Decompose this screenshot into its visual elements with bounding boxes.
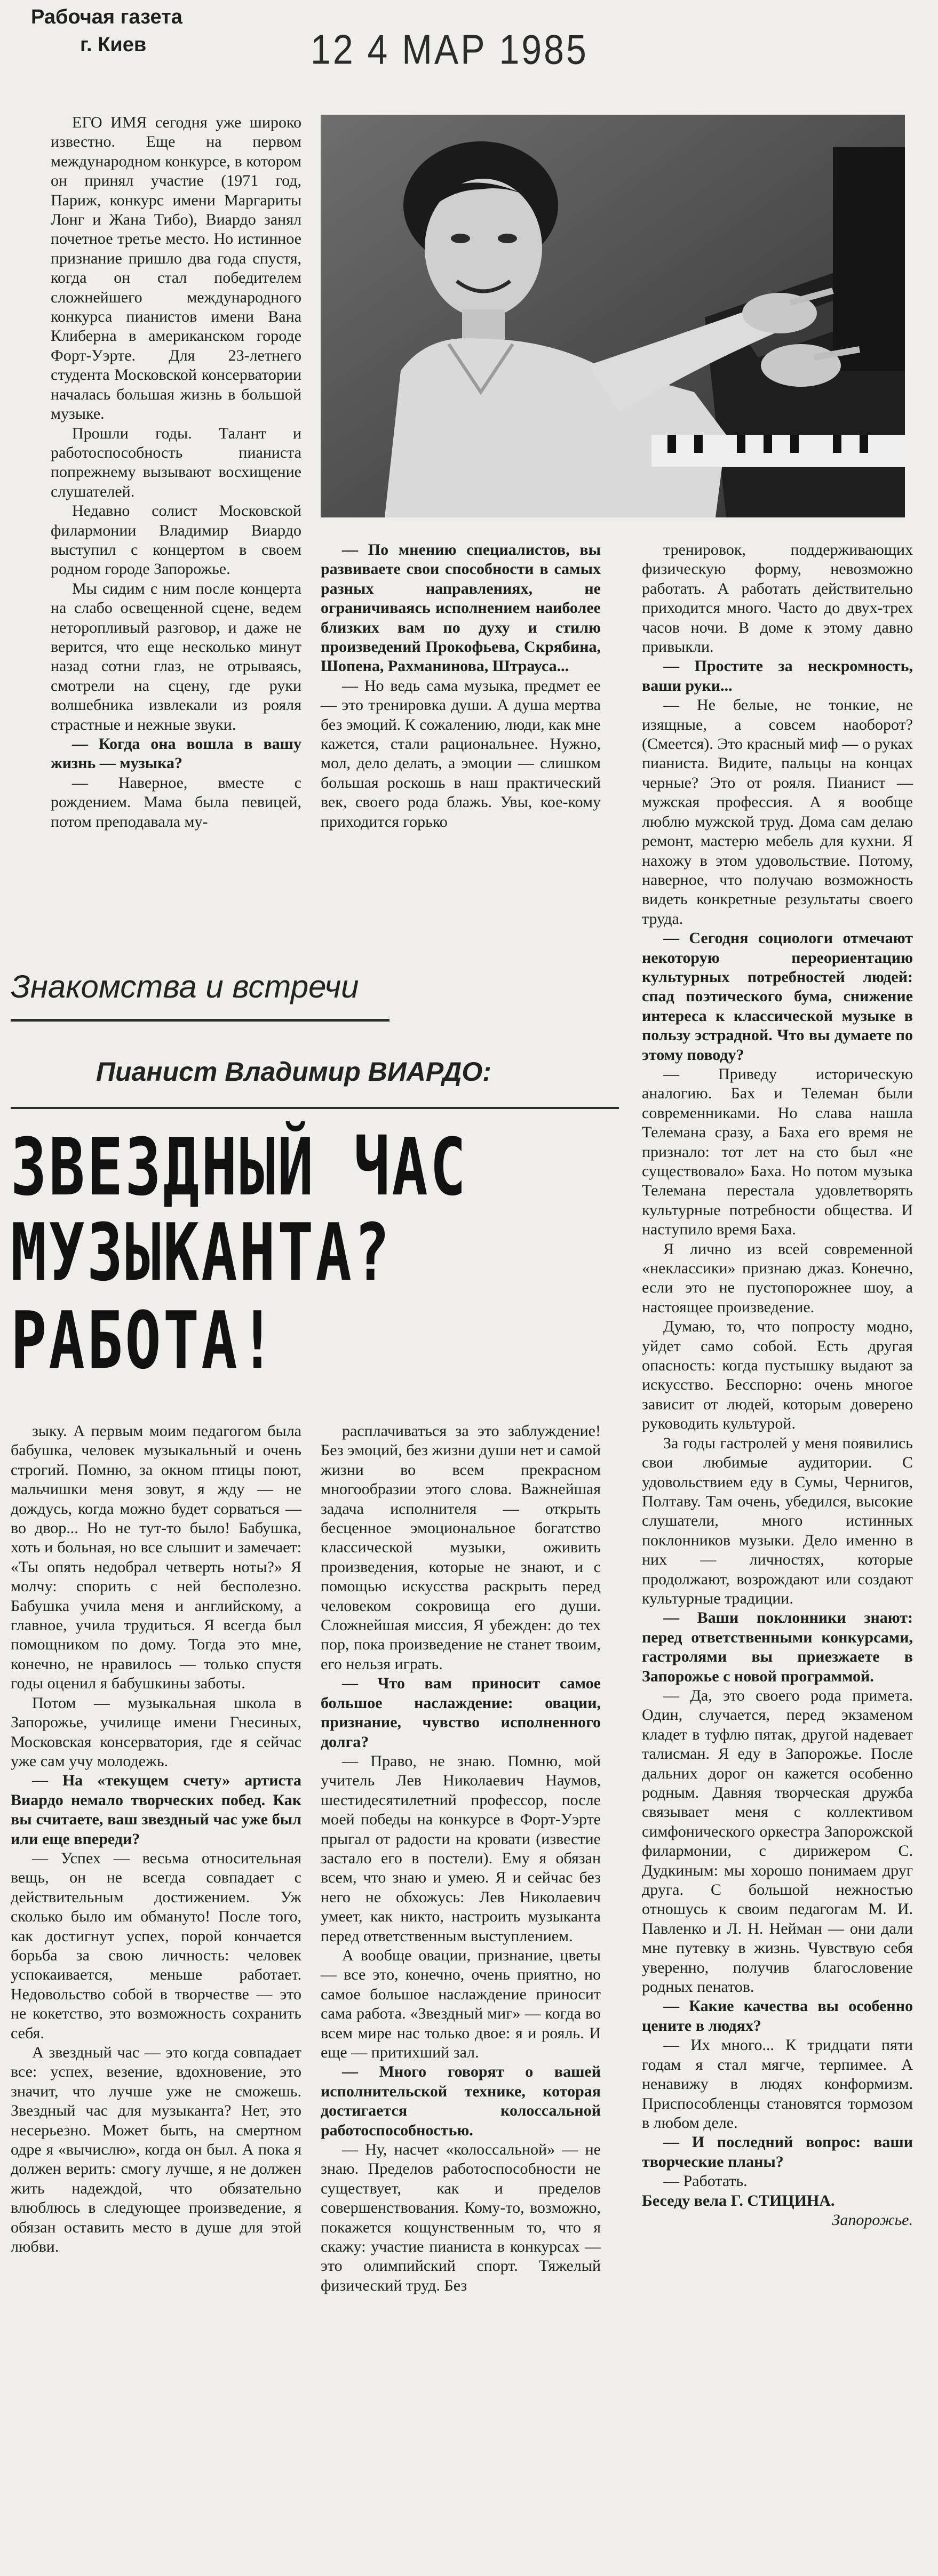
right-column xyxy=(642,540,913,2230)
paragraph: — Но ведь сама музыка, предмет ее — это тренировка души. А душа мертва без эмоций. К сожалению, люди, как мне кажется, стали рациональнее. Нужно, мол, дело делать, а эмоции — слишком большая роскошь в наш практический век, своего рода блажь. Увы, кое-кому приходится горько xyxy=(321,676,601,831)
publication-name: Рабочая газета xyxy=(31,6,182,28)
paragraph: — Успех — весьма относительная вещь, он не всегда совпадает с действительным достижением. Уж сколько было им обмануто! После того, как достигнут успех, порой кончается борьба за свою личность: человек успокаивается, меньше работает. Недовольство собой в творчестве — это не кокетство, это возможность сохранить себя. xyxy=(11,1849,301,2042)
interview-question: — По мнению специалистов, вы развиваете свои способности в самых разных направлениях, не ограничиваясь исполнением наиболее близких вам по духу и стилю произведений Прокофьева, Скрябина, Шопена, Рахманинова, Штрауса... xyxy=(321,541,601,675)
rubric-rule xyxy=(11,1019,389,1022)
paragraph: — Их много... К тридцати пяти годам я стал мягче, терпимее. А ненавижу в людях конформизм. Приспособленцы становятся тормозом в любом деле. xyxy=(642,2036,913,2132)
interview-question: — Ваши поклонники знают: перед ответственными конкурсами, гастролями вы приезжаете в Запорожье с новой программой. xyxy=(642,1609,913,1685)
date-stamp: 12 4 МАР 1985 xyxy=(311,26,589,73)
interview-question: — На «текущем счету» артиста Виардо немало творческих побед. Как вы считаете, ваш звездный час уже был или еще впереди? xyxy=(11,1772,301,1848)
article-subtitle: Пианист Владимир ВИАРДО: xyxy=(96,1057,491,1087)
lower-column-1 xyxy=(11,1422,301,2256)
paragraph: — Ну, насчет «колоссальной» — не знаю. Пределов работоспособности не существует, как и пределов совершенствования. Кому-то, возможно, покажется кощунственным то, что я скажу: участие пианиста в конкурсах — это олимпийский спорт. Тяжелый физический труд. Без xyxy=(321,2141,601,2294)
headline-line-2: МУЗЫКАНТА? xyxy=(11,1207,392,1299)
interview-question: — Когда она вошла в вашу жизнь — музыка? xyxy=(51,735,301,772)
paragraph: тренировок, поддерживающих физическую форму, невозможно работать. А работать действительно приходится много. Часто до двух-трех часов ночи. В доме к этому давно привыкли. xyxy=(642,541,913,656)
paragraph: — Да, это своего рода примета. Один, случается, перед экзаменом кладет в туфлю пятак, другой надевает талисман. Я еду в Запорожье. После дальних дорог он кажется особенно родным. Давняя творческая дружба связывает меня с коллективом симфонического оркестра Запорожской филармонии, с дирижером С. Дудкиным: мы хорошо понимаем друг друга. С большой нежностью отношусь к своим педагогам М. И. Павленко и Л. Н. Нейман — они дали мне путевку в жизнь. Чувствую себя уверенно, получив благословение родных пенатов. xyxy=(642,1686,913,1996)
paragraph: — Право, не знаю. Помню, мой учитель Лев Николаевич Наумов, шестидесятилетний профессор, после моей победы на конкурсе в Форт-Уэрте прыгал от радости на кровати (известие застало его в постели). Ему я обязан всем, что знаю и умею. Я и сейчас без него не обхожусь: Лев Николаевич умеет, как никто, настроить музыканта перед ответственным выступлением. xyxy=(321,1752,601,1945)
paragraph: А звездный час — это когда совпадает все: успех, везение, вдохновение, это значит, что лучше уже не сможешь. Звездный час для музыканта? Нет, это несерьезно. Может быть, на смертном одре я «вычислю», когда он был. А пока я должен верить: смогу лучше, я не должен жить надеждой, что обязательно влюблюсь в следующее произведение, я обязан оставить место в душе для этой любви. xyxy=(11,2044,301,2256)
interview-question: — Что вам приносит самое большое наслаждение: овации, признание, чувство исполненного долга? xyxy=(321,1674,601,1751)
paragraph: За годы гастролей у меня появились свои любимые аудитории. С удовольствием еду в Сумы, Чернигов, Полтаву. Там очень, убедился, высокие слушатели, много истинных поклонников музыки. Дело именно в них — личностях, которые продолжают, возрождают или создают культурные традиции. xyxy=(642,1434,913,1607)
lower-column-2 xyxy=(321,1422,601,2295)
paragraph: А вообще овации, признание, цветы — все это, конечно, очень приятно, но самое большое наслаждение приносит сама работа. «Звездный миг» — когда во всем мире нас только двое: я и рояль. И еще — притихший зал. xyxy=(321,1946,601,2061)
author-signature: Беседу вела Г. СТИЦИНА. xyxy=(642,2191,835,2210)
paragraph: Потом — музыкальная школа в Запорожье, училище имени Гнесиных, Московская консерватория, где я сейчас уже сам учу молодежь. xyxy=(11,1694,301,1770)
paragraph: зыку. А первым моим педагогом была бабушка, человек музыкальный и очень строгий. Помню, за окном птицы поют, мальчишки меня зовут, я жду — не дождусь, когда можно будет сорваться — во двор... Но не тут-то было! Бабушка, хоть и больная, но все слышит и замечает: «Ты опять недобрал четверть ноты?» Я молчу: спорить с ней бесполезно. Бабушка учила меня и английскому, а главное, учила трудиться. Я всегда был помощником по дому. Тогда это мне, конечно, не нравилось — только спустя годы оценил я бабушкины заботы. xyxy=(11,1422,301,1693)
interview-question: — Сегодня социологи отмечают некоторую переориентацию культурных потребностей людей: спад поэтического бума, снижение интереса к классической музыке в пользу эстрадной. Что вы думаете по этому поводу? xyxy=(642,929,913,1064)
interview-question: — Простите за нескромность, ваши руки... xyxy=(642,657,913,695)
interview-question: — Какие качества вы особенно цените в людях? xyxy=(642,1997,913,2035)
subtitle-rule xyxy=(11,1107,619,1109)
interview-question: — И последний вопрос: ваши творческие планы? xyxy=(642,2133,913,2171)
paragraph: — Не белые, не тонкие, не изящные, а совсем наоборот? (Смеется). Это красный миф — о руках пианиста. Видите, пальцы на концах черные? Это от рояля. Пианист — мужская профессия. А я вообще люблю мужской труд. Дома сам делаю ремонт, мастерю мебель для кухни. Я нахожу в этом удовольствие. Потому, наверное, что получаю возможность видеть конкретные результаты своего труда. xyxy=(642,696,913,928)
paragraph: — Приведу историческую аналогию. Бах и Телеман были современниками. Но слава нашла Телемана сразу, а Баха его время не признало: тот лет на сто был «не существовало» Баха. Но потом музыка Телемана перестала удовлетворять культурные потребности общества. И наступило время Баха. xyxy=(642,1065,913,1239)
upper-column-1 xyxy=(51,113,301,832)
paragraph: Прошли годы. Талант и работоспособность пианиста попрежнему вызывают восхищение слушателей. xyxy=(51,424,301,500)
headline-line-1: ЗВЕЗДНЫЙ ЧАС xyxy=(11,1122,468,1214)
paragraph: — Работать. xyxy=(663,2172,748,2190)
headline-line-3: РАБОТА! xyxy=(11,1295,278,1387)
paragraph: ЕГО ИМЯ сегодня уже широко известно. Еще на первом международном конкурсе, в котором он принял участие (1971 год, Париж, конкурс имени Маргариты Лонг и Жана Тибо), Виардо занял почетное третье место. Но истинное признание пришло два года спустя, когда он стал победителем сложнейшего международного конкурса пианистов имени Вана Клиберна в американском городе Форт-Уэрте. Для 23-летнего студента Московской консерватории началась большая жизнь в большой музыке. xyxy=(51,114,301,423)
publication-city: г. Киев xyxy=(80,34,147,56)
pianist-illustration xyxy=(321,115,905,517)
dateline-place: Запорожье. xyxy=(832,2211,913,2229)
paragraph: Недавно солист Московской филармонии Владимир Виардо выступил с концертом в своем родном городе Запорожье. xyxy=(51,502,301,578)
paragraph: Я лично из всей современной «неклассики» признаю джаз. Конечно, если это не пустопорожнее шоу, а настоящее произведение. xyxy=(642,1240,913,1316)
paragraph: расплачиваться за это заблуждение! Без эмоций, без жизни души нет и самой жизни во всем прекрасном многообразии этого слова. Важнейшая задача исполнителя — открыть бесценное эмоциональное богатство классической музыки, оживить произведения, которые не знают, и с помощью искусства раскрыть перед человеком сокровища его души. Сложнейшая миссия, Я убежден: до тех пор, пока произведение не станет твоим, его нельзя играть. xyxy=(321,1422,601,1673)
paragraph: — Наверное, вместе с рождением. Мама была певицей, потом преподавала му- xyxy=(51,773,301,831)
interview-question: — Много говорят о вашей исполнительской технике, которая достигается колоссальной работоспособностью. xyxy=(321,2063,601,2139)
pianist-photo xyxy=(321,115,905,517)
paragraph: Думаю, то, что попросту модно, уйдет само собой. Есть другая опасность: когда пустышку выдают за искусство. Бесспорно: очень многое зависит от людей, которым доверено руководить культурой. xyxy=(642,1318,913,1433)
upper-column-2 xyxy=(321,540,601,832)
section-rubric: Знакомства и встречи xyxy=(11,969,359,1004)
paragraph: Мы сидим с ним после концерта на слабо освещенной сцене, ведем неторопливый разговор, и даже не верится, что еще несколько минут назад сотни глаз, не отрываясь, смотрели на сцену, где руки волшебника извлекали из рояля страстные и нежные звуки. xyxy=(51,579,301,733)
